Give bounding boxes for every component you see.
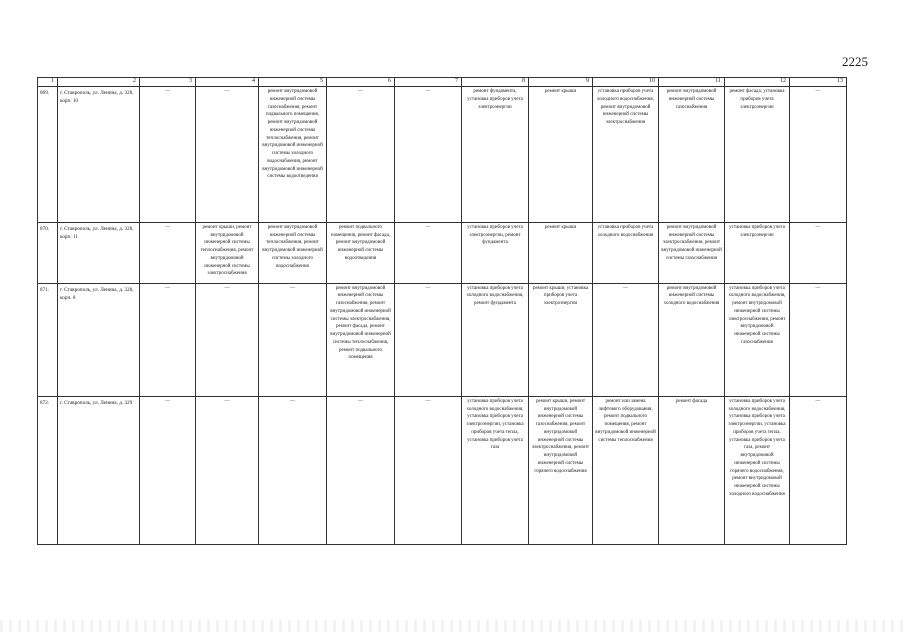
column-header: 2 — [58, 78, 140, 87]
work-cell: — — [593, 283, 659, 396]
work-cell: установка приборов учета холодного водоснабжения, установка приборов учета электроэнергии, установка приборов учета тепла, установка приборов учета газа, ремонт внутридомовой инженерной системы горячего водоснабжения, ремонт внутридомовой инженерной системы холодного водоснабжения — [725, 396, 790, 544]
work-cell: — — [327, 396, 395, 544]
work-cell: ремонт фасада — [659, 396, 725, 544]
work-cell: ремонт крыши — [529, 222, 593, 283]
work-cell: установка приборов учета холодного водоснабжения, ремонт внутридомовой инженерной системы электроснабжения — [593, 87, 659, 223]
work-cell: ремонт внутридомовой инженерной системы холодного водоснабжения — [659, 283, 725, 396]
work-cell: — — [395, 396, 462, 544]
address-cell: г. Ставрополь, ул. Ленина, д. 328, корп. 11 — [58, 222, 140, 283]
table-row — [38, 283, 847, 396]
work-cell: ремонт или замена лифтового оборудования, ремонт подвального помещения, ремонт внутридомовой инженерной системы теплоснабжения — [593, 396, 659, 544]
page-number: 2225 — [842, 54, 868, 69]
work-cell: ремонт фасада, установка приборов учета электроэнергии — [725, 87, 790, 223]
table-row — [38, 87, 847, 223]
row-number: 870. — [38, 222, 58, 283]
work-cell: — — [196, 396, 259, 544]
work-cell: — — [395, 283, 462, 396]
work-cell: — — [196, 283, 259, 396]
work-cell: ремонт внутридомовой инженерной системы газоснабжения — [659, 87, 725, 223]
scan-noise — [0, 620, 905, 632]
column-header: 1 — [38, 78, 58, 87]
column-number-row — [38, 78, 847, 87]
work-cell: установка приборов учета холодного водоснабжения, ремонт фундамента — [462, 283, 529, 396]
column-header: 7 — [395, 78, 462, 87]
column-header: 9 — [529, 78, 593, 87]
work-cell: ремонт крыши, установка приборов учета электроэнергии — [529, 283, 593, 396]
work-cell: ремонт крыши, ремонт внутридомовой инженерной системы газоснабжения, ремонт внутридомовой инженерной системы электроснабжения, ремонт внутридомовой инженерной системы горячего водоснабжения — [529, 396, 593, 544]
work-cell: — — [395, 87, 462, 223]
work-cell: ремонт внутридомовой инженерной системы газоснабжения, ремонт подвального помещения, ремонт внутридомовой инженерной системы теплоснабжения, ремонт внутридомовой инженерной системы холодного водоснабжения, ремонт внутридомовой инженерной системы водоотведения — [259, 87, 327, 223]
address-cell: г. Ставрополь, ул. Ленина, д. 328, корп. 10 — [58, 87, 140, 223]
work-cell: — — [327, 87, 395, 223]
column-header: 5 — [259, 78, 327, 87]
row-number: 872. — [38, 396, 58, 544]
work-cell: установка приборов учета холодного водоснабжения — [593, 222, 659, 283]
work-cell: — — [140, 283, 196, 396]
address-cell: г. Ставрополь, ул. Ленина, д. 329 — [58, 396, 140, 544]
work-cell: установка приборов учета холодного водоснабжения, ремонт внутридомовой инженерной системы электроснабжения, ремонт внутридомовой инженерной системы газоснабжения — [725, 283, 790, 396]
work-cell: ремонт подвального помещения, ремонт фасада, ремонт внутридомовой инженерной системы водоотведения — [327, 222, 395, 283]
work-cell: ремонт внутридомовой инженерной системы электроснабжения, ремонт внутридомовой инженерной системы газоснабжения — [659, 222, 725, 283]
work-cell: ремонт внутридомовой инженерной системы теплоснабжения, ремонт внутридомовой инженерной системы холодного водоснабжения — [259, 222, 327, 283]
work-cell: — — [196, 87, 259, 223]
column-header: 8 — [462, 78, 529, 87]
work-cell: — — [790, 396, 847, 544]
column-header: 4 — [196, 78, 259, 87]
work-cell: — — [395, 222, 462, 283]
row-number: 871. — [38, 283, 58, 396]
column-header: 12 — [725, 78, 790, 87]
work-cell: — — [140, 222, 196, 283]
column-header: 10 — [593, 78, 659, 87]
work-cell: ремонт крыши — [529, 87, 593, 223]
work-cell: — — [140, 87, 196, 223]
work-cell: — — [259, 283, 327, 396]
work-cell: ремонт крыши, ремонт внутридомовой инженерной системы теплоснабжения, ремонт внутридомовой инженерной системы электроснабжения — [196, 222, 259, 283]
address-cell: г. Ставрополь, ул. Ленина, д. 328, корп. 8 — [58, 283, 140, 396]
work-cell: — — [259, 396, 327, 544]
work-cell: — — [790, 222, 847, 283]
work-cell: установка приборов учета электроэнергии — [725, 222, 790, 283]
column-header: 3 — [140, 78, 196, 87]
row-number: 869. — [38, 87, 58, 223]
register-table — [37, 77, 847, 545]
work-cell: — — [140, 396, 196, 544]
table-row — [38, 222, 847, 283]
column-header: 13 — [790, 78, 847, 87]
work-cell: — — [790, 283, 847, 396]
column-header: 11 — [659, 78, 725, 87]
work-cell: — — [790, 87, 847, 223]
table-row — [38, 396, 847, 544]
work-cell: установка приборов учета холодного водоснабжения, установка приборов учета электроэнергии, установка приборов учета тепла, установка приборов учета газа — [462, 396, 529, 544]
work-cell: установка приборов учета электроэнергии, ремонт фундамента — [462, 222, 529, 283]
column-header: 6 — [327, 78, 395, 87]
work-cell: ремонт фундамента, установка приборов учета электроэнергии — [462, 87, 529, 223]
work-cell: ремонт внутридомовой инженерной системы газоснабжения, ремонт внутридомовой инженерной системы электроснабжения, ремонт фасада, ремонт внутридомовой инженерной системы теплоснабжения, ремонт подвального помещения — [327, 283, 395, 396]
